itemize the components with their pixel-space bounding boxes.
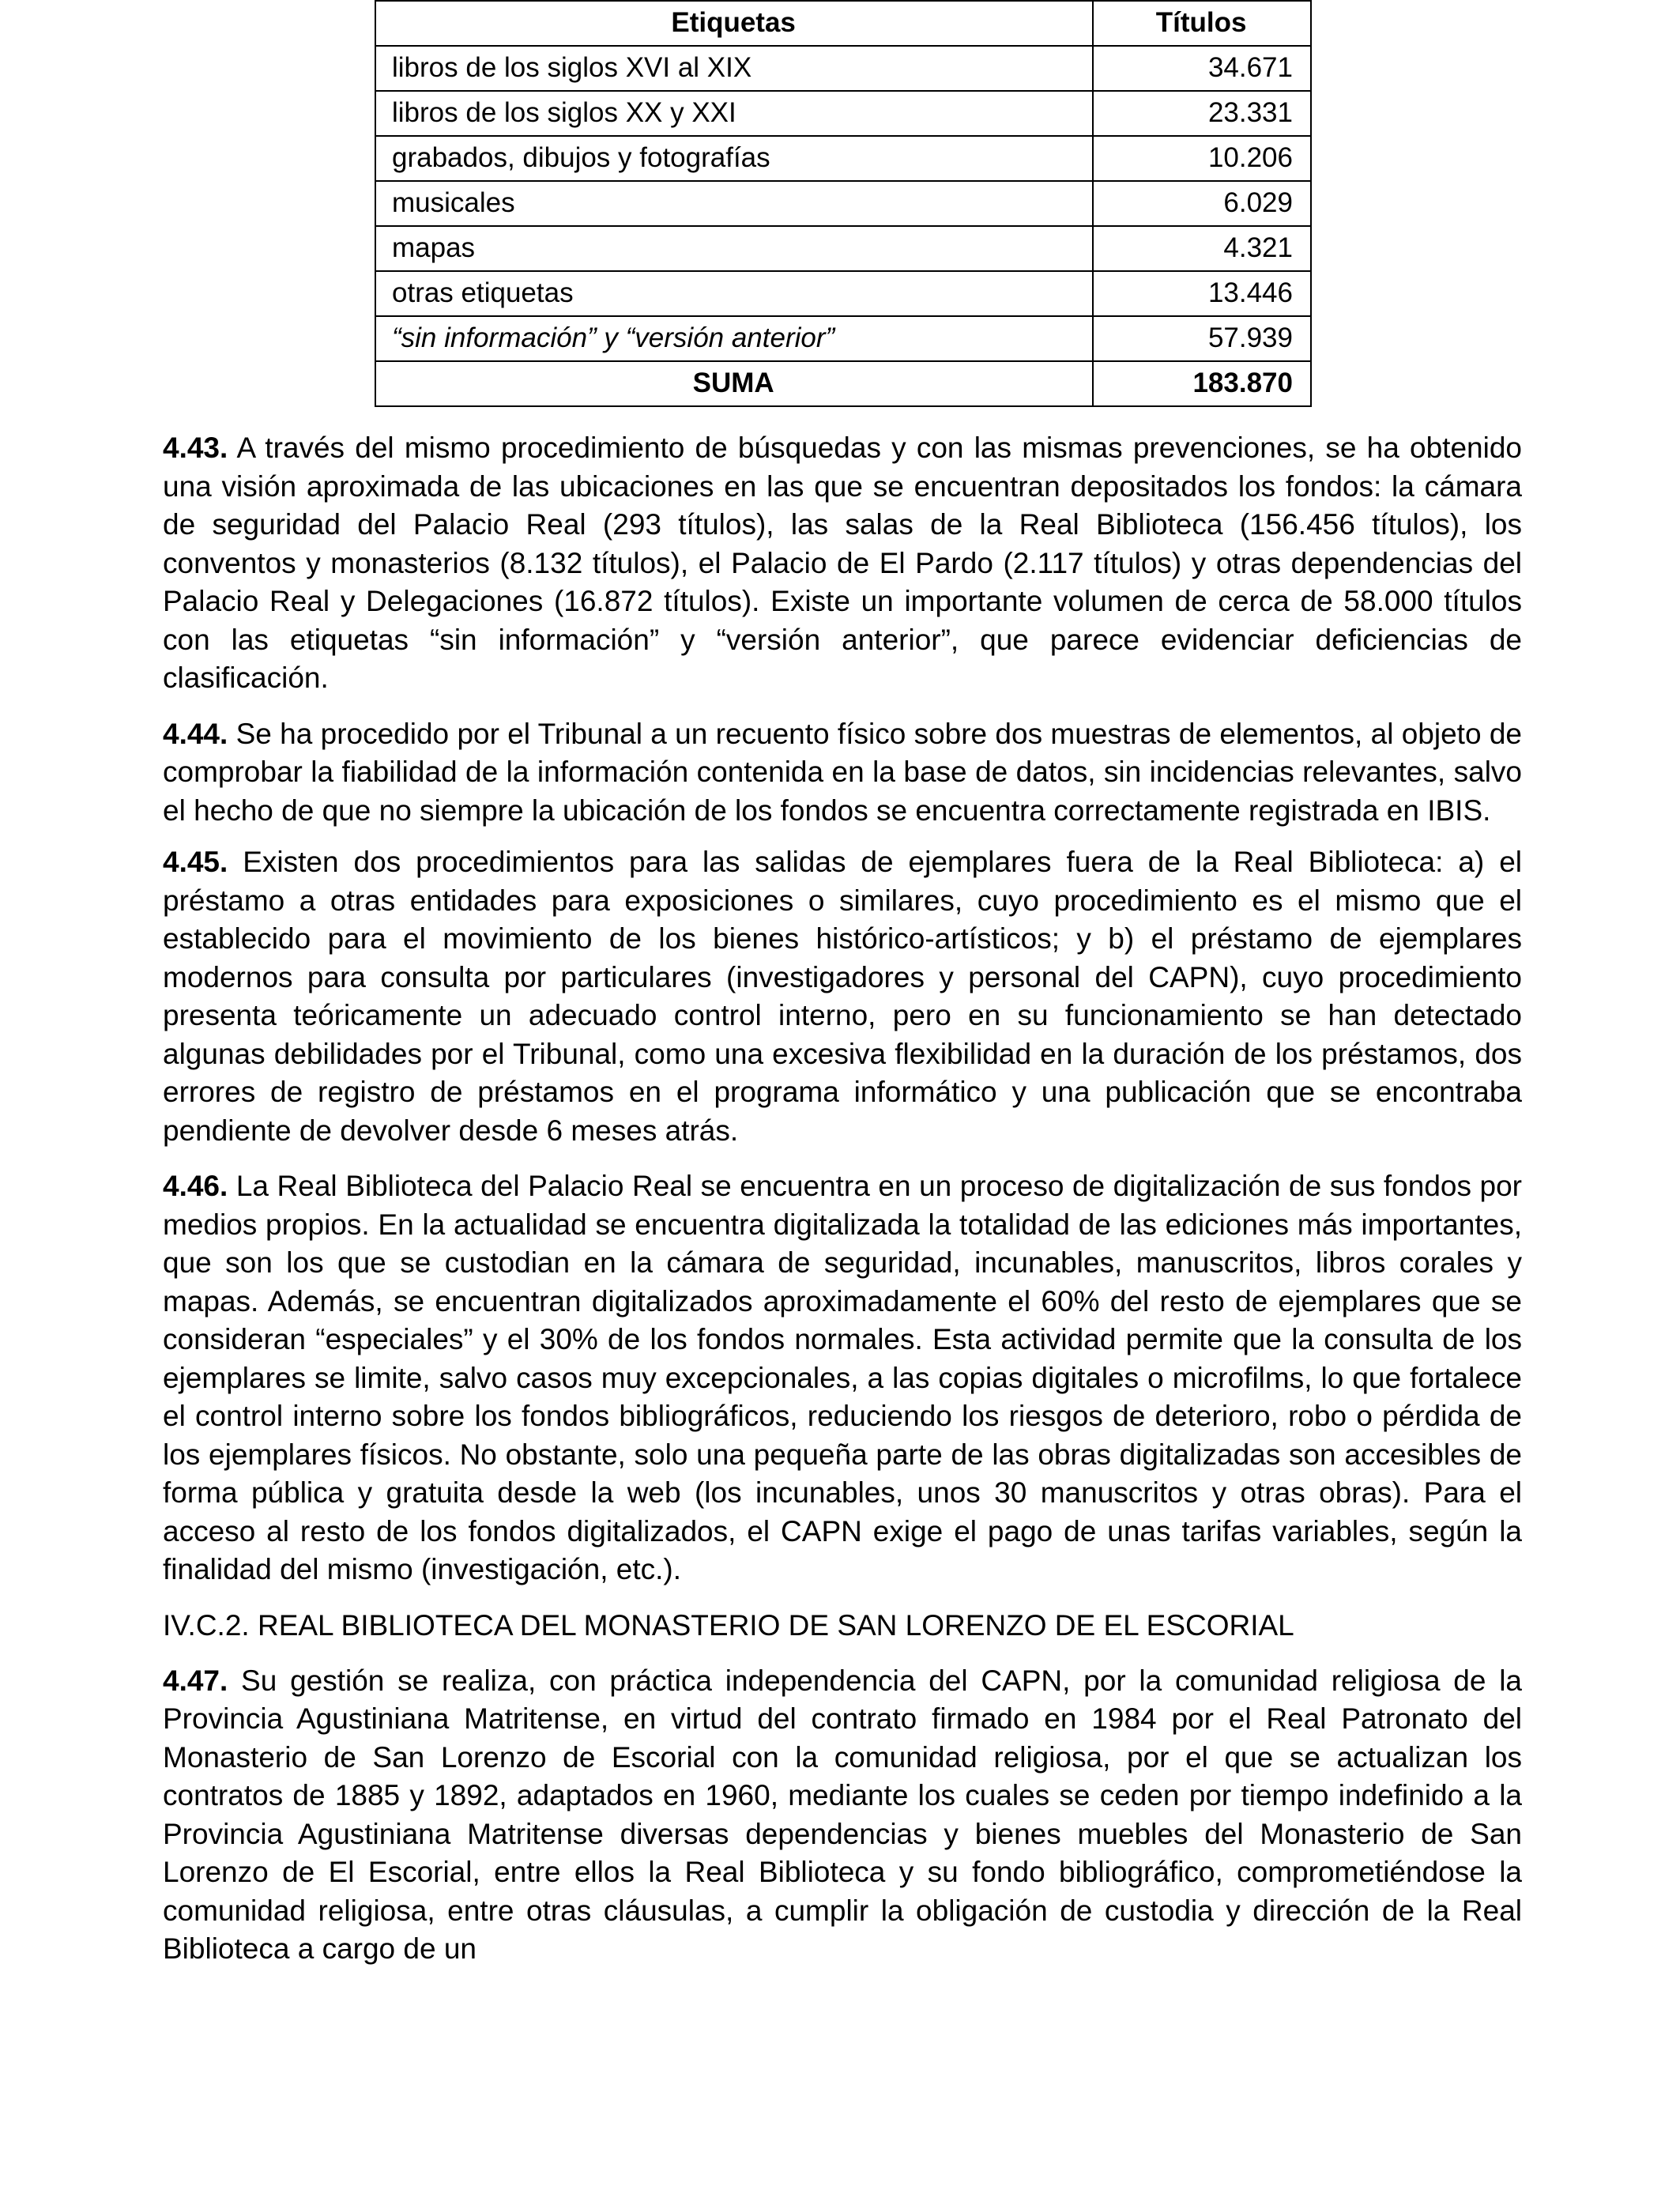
- paragraph-text: Se ha procedido por el Tribunal a un recuento físico sobre dos muestras de elementos, al objeto de comprobar la fiabilidad de la información contenida en la base de datos, sin incidencias relevantes, salvo el hecho de que no siempre la ubicación de los fondos se encuentra correctamente registrada en IBIS.: [163, 717, 1522, 827]
- table-total-row: [375, 361, 1311, 406]
- table-header-row: [375, 1, 1311, 46]
- table-total-label: SUMA: [375, 361, 1093, 406]
- document-page: [163, 0, 1522, 1969]
- table-row: [375, 46, 1311, 91]
- table-header-titulos: Títulos: [1093, 1, 1311, 46]
- paragraph-text: Su gestión se realiza, con práctica independencia del CAPN, por la comunidad religiosa de la Provincia Agustiniana Matritense, en virtud del contrato firmado en 1984 por el Real Patronato del Monasterio de San Lorenzo de Escorial con la comunidad religiosa, por el que se actualizan los contratos de 1885 y 1892, adaptados en 1960, mediante los cuales se ceden por tiempo indefinido a la Provincia Agustiniana Matritense diversas dependencias y bienes muebles del Monasterio de San Lorenzo de El Escorial, entre ellos la Real Biblioteca y su fondo bibliográfico, comprometiéndose la comunidad religiosa, entre otras cláusulas, a cumplir la obligación de custodia y dirección de la Real Biblioteca a cargo de un: [163, 1664, 1522, 1965]
- table-cell-value: 10.206: [1093, 136, 1311, 181]
- paragraph-4-44: [163, 715, 1522, 831]
- table-row: [375, 136, 1311, 181]
- table-row: [375, 181, 1311, 226]
- table-row: [375, 226, 1311, 271]
- paragraph-number: 4.47.: [163, 1664, 228, 1697]
- paragraph-4-47: [163, 1662, 1522, 1969]
- table-cell-value: 57.939: [1093, 316, 1311, 361]
- paragraph-4-45: [163, 843, 1522, 1150]
- paragraph-text: A través del mismo procedimiento de búsquedas y con las mismas prevenciones, se ha obtenido una visión aproximada de las ubicaciones en las que se encuentran depositados los fondos: la cámara de seguridad del Palacio Real (293 títulos), las salas de la Real Biblioteca (156.456 títulos), los conventos y monasterios (8.132 títulos), el Palacio de El Pardo (2.117 títulos) y otras dependencias del Palacio Real y Delegaciones (16.872 títulos). Existe un importante volumen de cerca de 58.000 títulos con las etiquetas “sin información” y “versión anterior”, que parece evidenciar deficiencias de clasificación.: [163, 432, 1522, 694]
- table-cell-value: 23.331: [1093, 91, 1311, 136]
- table-header-etiquetas: Etiquetas: [375, 1, 1093, 46]
- paragraph-4-46: [163, 1167, 1522, 1589]
- table-cell-label: libros de los siglos XVI al XIX: [375, 46, 1093, 91]
- table-row: [375, 316, 1311, 361]
- table-cell-label: grabados, dibujos y fotografías: [375, 136, 1093, 181]
- table-cell-value: 34.671: [1093, 46, 1311, 91]
- labels-table: [375, 0, 1312, 407]
- table-cell-value: 6.029: [1093, 181, 1311, 226]
- paragraph-4-43: [163, 429, 1522, 698]
- table-cell-value: 13.446: [1093, 271, 1311, 316]
- table-cell-label: “sin información” y “versión anterior”: [375, 316, 1093, 361]
- table-cell-label: libros de los siglos XX y XXI: [375, 91, 1093, 136]
- table-total-value: 183.870: [1093, 361, 1311, 406]
- table-cell-label: musicales: [375, 181, 1093, 226]
- table-cell-label: otras etiquetas: [375, 271, 1093, 316]
- table-row: [375, 271, 1311, 316]
- table-cell-label: mapas: [375, 226, 1093, 271]
- paragraph-text: La Real Biblioteca del Palacio Real se encuentra en un proceso de digitalización de sus fondos por medios propios. En la actualidad se encuentra digitalizada la totalidad de las ediciones más importantes, que son los que se custodian en la cámara de seguridad, incunables, manuscritos, libros corales y mapas. Además, se encuentran digitalizados aproximadamente el 60% del resto de ejemplares que se consideran “especiales” y el 30% de los fondos normales. Esta actividad permite que la consulta de los ejemplares se limite, salvo casos muy excepcionales, a las copias digitales o microfilms, lo que fortalece el control interno sobre los fondos bibliográficos, reduciendo los riesgos de deterioro, robo o pérdida de los ejemplares físicos. No obstante, solo una pequeña parte de las obras digitalizadas son accesibles de forma pública y gratuita desde la web (los incunables, unos 30 manuscritos y otras obras). Para el acceso al resto de los fondos digitalizados, el CAPN exige el pago de unas tarifas variables, según la finalidad del mismo (investigación, etc.).: [163, 1170, 1522, 1585]
- paragraph-text: Existen dos procedimientos para las salidas de ejemplares fuera de la Real Biblioteca: a) el préstamo a otras entidades para exposiciones o similares, cuyo procedimiento es el mismo que el establecido para el movimiento de los bienes histórico-artísticos; y b) el préstamo de ejemplares modernos para consulta por particulares (investigadores y personal del CAPN), cuyo procedimiento presenta teóricamente un adecuado control interno, pero en su funcionamiento se han detectado algunas debilidades por el Tribunal, como una excesiva flexibilidad en la duración de los préstamos, dos errores de registro de préstamos en el programa informático y una publicación que se encontraba pendiente de devolver desde 6 meses atrás.: [163, 846, 1522, 1147]
- paragraph-number: 4.43.: [163, 432, 228, 464]
- paragraph-number: 4.45.: [163, 846, 228, 878]
- table-row: [375, 91, 1311, 136]
- table-cell-value: 4.321: [1093, 226, 1311, 271]
- paragraph-number: 4.46.: [163, 1170, 228, 1202]
- section-heading: IV.C.2. REAL BIBLIOTECA DEL MONASTERIO DE SAN LORENZO DE EL ESCORIAL: [163, 1608, 1294, 1642]
- paragraph-number: 4.44.: [163, 717, 228, 750]
